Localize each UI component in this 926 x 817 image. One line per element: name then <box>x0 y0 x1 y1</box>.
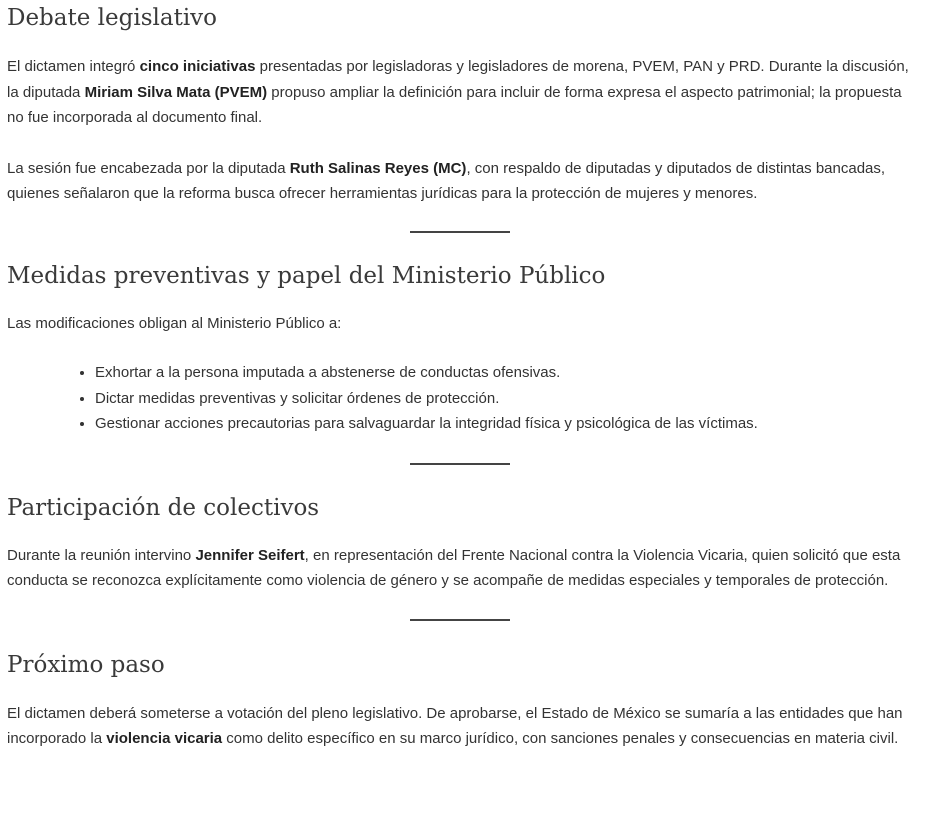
section-divider <box>410 463 510 465</box>
bold-text: Jennifer Seifert <box>195 546 305 564</box>
list-item: • Exhortar a la persona imputada a abstenerse de conductas ofensivas. <box>95 360 912 386</box>
bold-text: Miriam Silva Mata (PVEM) <box>84 83 268 101</box>
section-heading-proximo-paso: Próximo paso <box>7 651 165 678</box>
paragraph <box>7 543 912 594</box>
text: propuso ampliar la definición para incluir de forma expresa el aspecto patrimonial; la propuesta no fue incorporada al documento final. <box>7 83 902 126</box>
bold-text: cinco iniciativas <box>139 58 256 75</box>
section-divider <box>410 619 510 621</box>
paragraph: Las modificaciones obligan al Ministerio Público a: <box>7 314 342 332</box>
text: como delito específico en su marco jurídico, con sanciones penales y consecuencias en materia civil. <box>222 730 899 747</box>
text: La sesión fue encabezada por la diputada <box>7 159 290 177</box>
paragraph <box>7 54 912 131</box>
text: Durante la reunión intervino <box>7 546 196 564</box>
bold-text: violencia vicaria <box>106 730 223 747</box>
text: El dictamen integró <box>7 58 140 75</box>
section-heading-debate: Debate legislativo <box>7 5 218 31</box>
paragraph <box>7 156 912 207</box>
section-heading-colectivos: Participación de colectivos <box>7 494 320 521</box>
bold-text: Ruth Salinas Reyes (MC) <box>289 159 467 177</box>
text: , con respaldo de diputadas y diputados de distintas bancadas, quienes señalaron que la reforma busca ofrecer herramientas jurídicas para la protección de mujeres y menores. <box>7 159 886 202</box>
section-heading-medidas: Medidas preventivas y papel del Ministerio Público <box>7 262 606 289</box>
section-divider <box>410 231 510 233</box>
measures-list <box>7 360 912 437</box>
text: , en representación del Frente Nacional contra la Violencia Vicaria, quien solicitó que esta conducta se reconozca explícitamente como violencia de género y se acompañe de medidas especiales y temporales de protección. <box>7 546 901 589</box>
text: El dictamen deberá someterse a votación del pleno legislativo. De aprobarse, el Estado de México se sumaría a las entidades que han incorporado la <box>7 704 903 747</box>
text: presentadas por legisladoras y legisladores de morena, PVEM, PAN y PRD. Durante la discusión, la diputada <box>7 58 909 101</box>
list-item: • Dictar medidas preventivas y solicitar órdenes de protección. <box>95 386 912 412</box>
article-body <box>7 0 912 752</box>
paragraph <box>7 701 912 752</box>
list-item: • Gestionar acciones precautorias para salvaguardar la integridad física y psicológica de las víctimas. <box>95 411 912 437</box>
